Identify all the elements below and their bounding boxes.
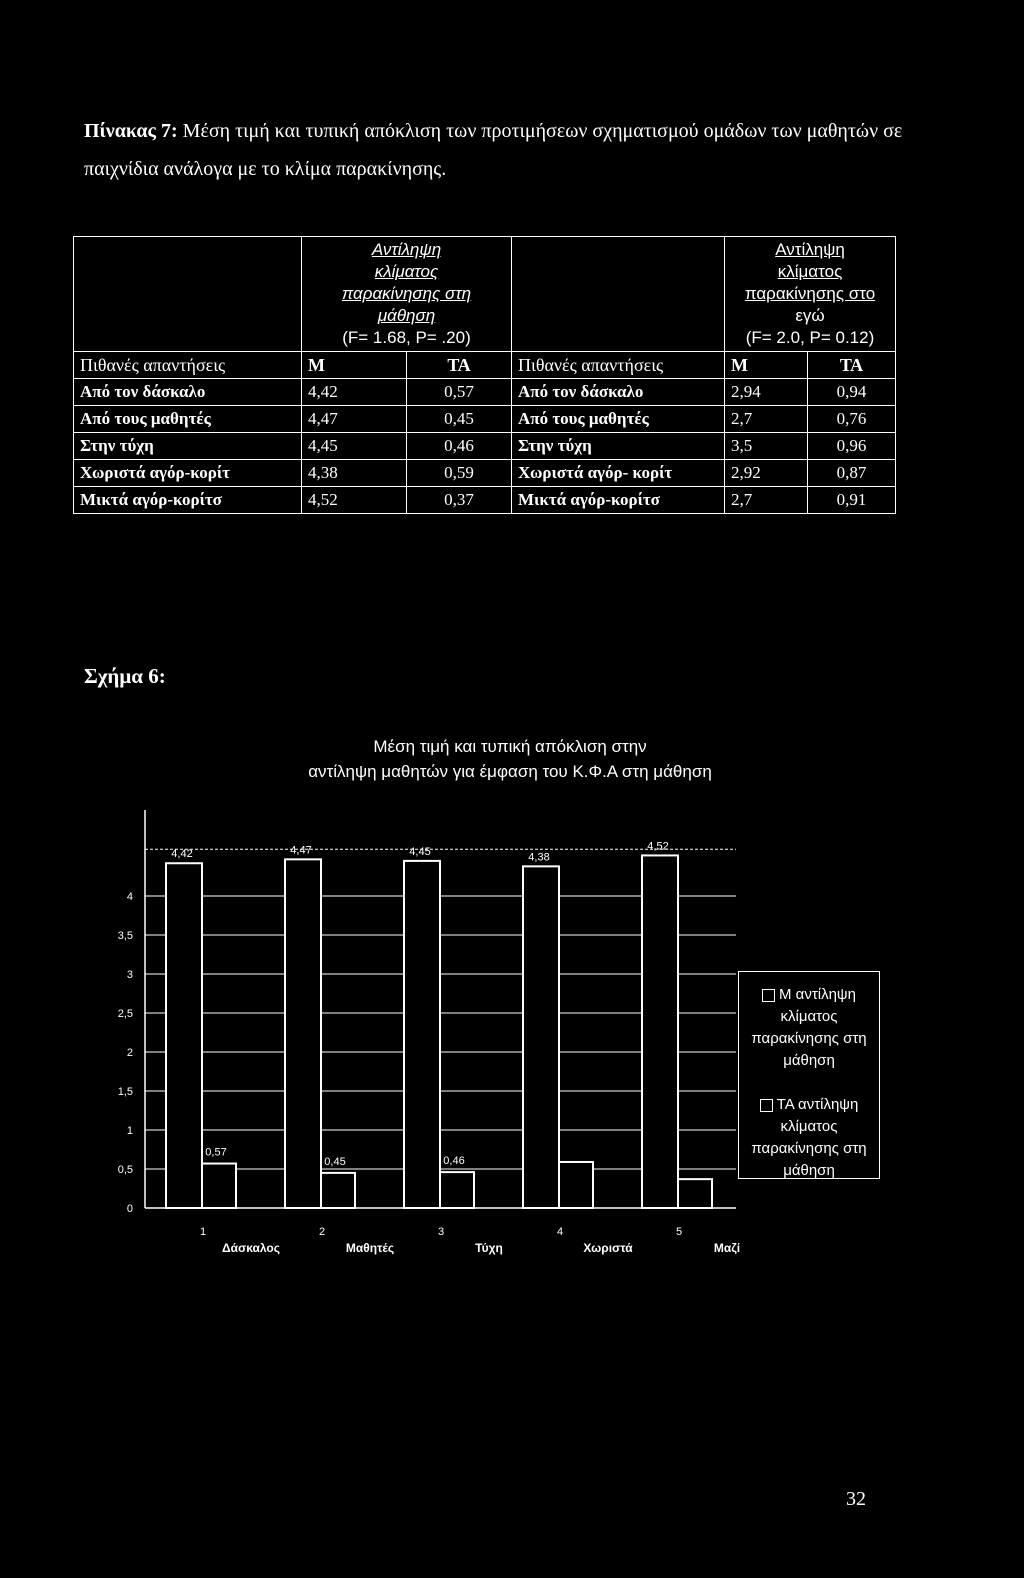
x-category-name: Τύχη xyxy=(475,1241,503,1255)
row-label-right: Στην τύχη xyxy=(512,433,725,460)
row-ta1: 0,46 xyxy=(407,433,512,460)
empty-middle-cell xyxy=(512,237,725,352)
chart-title xyxy=(240,734,780,784)
legend-label-m: Μ αντίληψη κλίματος παρακίνησης στη μάθηση xyxy=(751,986,867,1069)
row-m2: 2,94 xyxy=(725,379,808,406)
y-tick-label: 4 xyxy=(126,891,133,903)
x-category-name: Μαζί xyxy=(713,1241,741,1255)
table-header-row xyxy=(74,352,896,379)
data-label-m: 4,47 xyxy=(290,844,312,857)
group2-stats: (F= 2.0, P= 0.12) xyxy=(745,328,875,347)
row-ta2: 0,76 xyxy=(808,406,896,433)
y-tick-label: 0,5 xyxy=(117,1164,133,1176)
table-row xyxy=(74,406,896,433)
row-label-right: Χωριστά αγόρ- κορίτ xyxy=(512,460,725,487)
caption-label: Πίνακας 7: xyxy=(84,120,178,142)
row-m1: 4,45 xyxy=(302,433,407,460)
row-ta2: 0,87 xyxy=(808,460,896,487)
data-label-m: 4,38 xyxy=(528,851,550,864)
legend-swatch-m xyxy=(762,989,775,1002)
bar-m xyxy=(523,866,559,1208)
x-tick-label: 5 xyxy=(675,1226,683,1238)
y-tick-label: 2 xyxy=(126,1047,133,1059)
header-m-right: Μ xyxy=(725,352,808,379)
row-m1: 4,52 xyxy=(302,487,407,514)
data-label-m: 4,42 xyxy=(171,848,193,861)
legend-entry-m xyxy=(739,984,879,1072)
header-ta-right: ΤΑ xyxy=(808,352,896,379)
row-label-left: Στην τύχη xyxy=(74,433,302,460)
row-label-right: Από τους μαθητές xyxy=(512,406,725,433)
chart-title-line-1: Μέση τιμή και τυπική απόκλιση στην xyxy=(373,737,647,756)
bar-m xyxy=(166,863,202,1208)
row-ta2: 0,91 xyxy=(808,487,896,514)
legend-entry-ta xyxy=(739,1094,879,1182)
group1-line-3: παρακίνησης στη xyxy=(341,284,472,303)
legend-swatch-ta xyxy=(760,1099,773,1112)
row-m1: 4,42 xyxy=(302,379,407,406)
row-label-left: Χωριστά αγόρ-κορίτ xyxy=(74,460,302,487)
row-ta1: 0,37 xyxy=(407,487,512,514)
row-label-left: Από τους μαθητές xyxy=(74,406,302,433)
row-m2: 3,5 xyxy=(725,433,808,460)
group1-line-1: Αντίληψη xyxy=(371,240,442,259)
row-m2: 2,7 xyxy=(725,487,808,514)
y-tick-label: 1 xyxy=(126,1125,133,1137)
data-label-m: 4,52 xyxy=(647,840,669,853)
legend-label-ta: ΤΑ αντίληψη κλίματος παρακίνησης στη μάθηση xyxy=(751,1096,867,1179)
x-category-name: Χωριστά xyxy=(583,1241,633,1255)
row-m2: 2,92 xyxy=(725,460,808,487)
header-answers-left: Πιθανές απαντήσεις xyxy=(74,352,302,379)
row-m1: 4,38 xyxy=(302,460,407,487)
x-category-name: Μαθητές xyxy=(345,1241,395,1255)
group2-line-3: παρακίνησης στο xyxy=(744,284,876,303)
y-tick-label: 0 xyxy=(126,1203,133,1215)
group1-stats: (F= 1.68, P= .20) xyxy=(342,328,471,347)
x-tick-label: 4 xyxy=(556,1226,564,1238)
group-header-ego xyxy=(725,237,896,352)
data-label-ta: 0,46 xyxy=(443,1155,465,1168)
page-number: 32 xyxy=(846,1488,866,1510)
chart-title-line-2: αντίληψη μαθητών για έμφαση του Κ.Φ.Α στη μάθηση xyxy=(308,762,712,781)
table-row xyxy=(74,460,896,487)
row-ta2: 0,96 xyxy=(808,433,896,460)
empty-corner-cell xyxy=(74,237,302,352)
row-ta1: 0,45 xyxy=(407,406,512,433)
chart-legend xyxy=(738,971,880,1179)
row-m2: 2,7 xyxy=(725,406,808,433)
table-caption xyxy=(84,112,964,188)
y-tick-label: 2,5 xyxy=(117,1008,133,1020)
header-answers-right: Πιθανές απαντήσεις xyxy=(512,352,725,379)
y-tick-label: 1,5 xyxy=(117,1086,133,1098)
group2-line-4: εγώ xyxy=(795,306,825,325)
bar-m xyxy=(642,855,678,1208)
bar-ta xyxy=(559,1162,593,1208)
header-m-left: Μ xyxy=(302,352,407,379)
table-row xyxy=(74,379,896,406)
bar-m xyxy=(285,859,321,1208)
row-ta2: 0,94 xyxy=(808,379,896,406)
group1-line-2: κλίματος xyxy=(374,262,439,281)
group2-line-2: κλίματος xyxy=(777,262,843,281)
bar-ta xyxy=(202,1164,236,1208)
row-label-left: Από τον δάσκαλο xyxy=(74,379,302,406)
bar-ta xyxy=(321,1173,355,1208)
results-table xyxy=(73,236,896,514)
group2-line-1: Αντίληψη xyxy=(775,240,845,259)
x-tick-label: 2 xyxy=(318,1226,326,1238)
y-tick-label: 3,5 xyxy=(117,930,133,942)
y-tick-label: 3 xyxy=(126,969,133,981)
figure-label: Σχήμα 6: xyxy=(84,664,166,688)
group1-line-4: μάθηση xyxy=(377,306,436,325)
row-label-right: Από τον δάσκαλο xyxy=(512,379,725,406)
table-row xyxy=(74,487,896,514)
row-m1: 4,47 xyxy=(302,406,407,433)
header-ta-left: ΤΑ xyxy=(407,352,512,379)
x-tick-label: 1 xyxy=(199,1226,207,1238)
row-ta1: 0,57 xyxy=(407,379,512,406)
caption-text: Μέση τιμή και τυπική απόκλιση των προτιμήσεων σχηματισμού ομάδων των μαθητών σε παιχνίδια ανάλογα με το κλίμα παρακίνησης. xyxy=(84,120,903,180)
x-tick-label: 3 xyxy=(437,1226,445,1238)
bar-m xyxy=(404,861,440,1208)
bar-ta xyxy=(440,1172,474,1208)
table-row xyxy=(74,433,896,460)
x-category-name: Δάσκαλος xyxy=(222,1241,280,1255)
row-label-right: Μικτά αγόρ-κορίτσ xyxy=(512,487,725,514)
bar-ta xyxy=(678,1179,712,1208)
data-label-ta: 0,57 xyxy=(205,1146,227,1159)
row-label-left: Μικτά αγόρ-κορίτσ xyxy=(74,487,302,514)
row-ta1: 0,59 xyxy=(407,460,512,487)
data-label-ta: 0,45 xyxy=(324,1155,346,1168)
group-header-learning xyxy=(302,237,512,352)
data-label-m: 4,45 xyxy=(409,845,431,858)
